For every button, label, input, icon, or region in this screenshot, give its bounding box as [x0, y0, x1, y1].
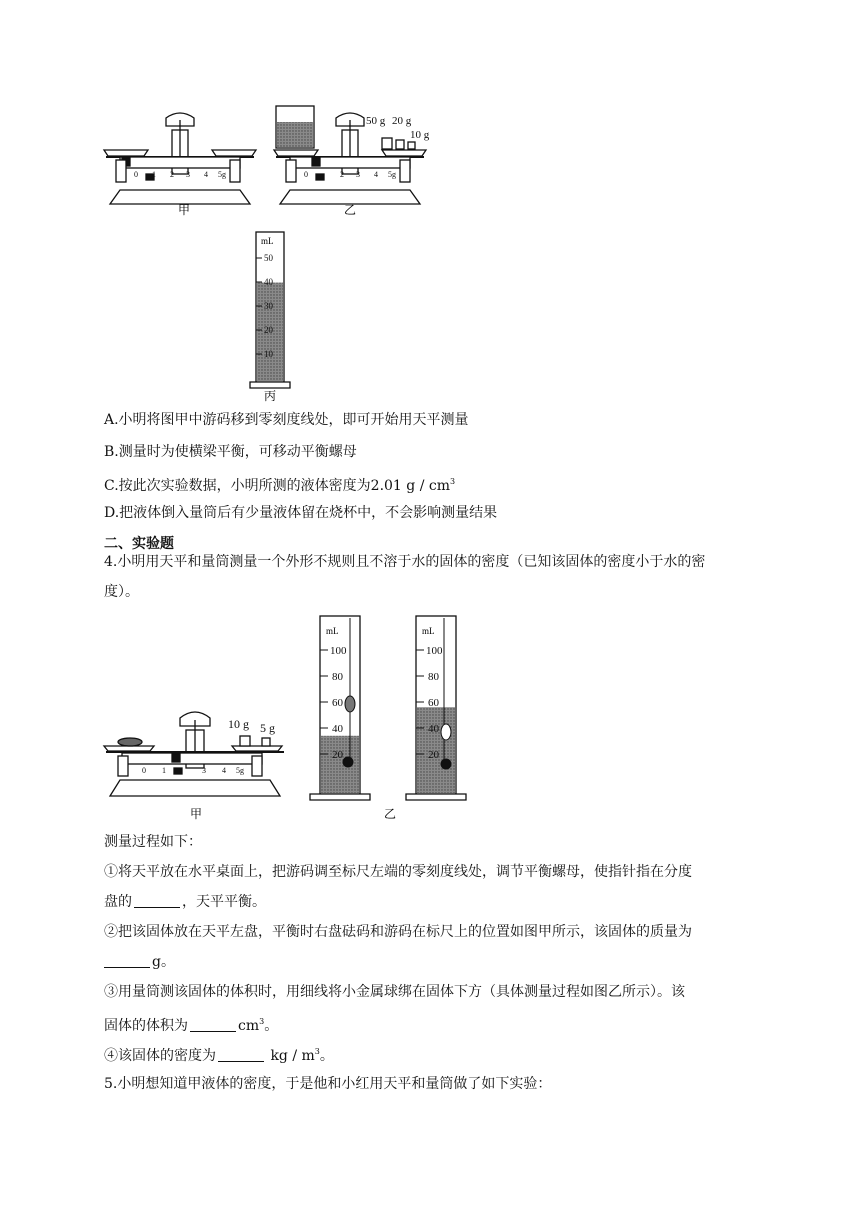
q4-label-jia: 甲: [190, 807, 203, 821]
option-c-value: 2.01: [370, 478, 402, 494]
scale-tick: 1: [152, 170, 156, 179]
q4-process-intro: 测量过程如下：: [104, 834, 202, 850]
cylinder-tick: 100: [426, 645, 443, 657]
q4-step2-b: [104, 952, 175, 972]
balance-figure-top: [100, 100, 480, 222]
q4-step3-b-pre: 固体的体积为: [104, 1018, 188, 1034]
q4-step4-pre: ④该固体的密度为: [104, 1048, 216, 1064]
scale-end: 5g: [236, 766, 244, 775]
q4-label-yi: 乙: [384, 807, 397, 821]
weight-label: 10 g: [410, 129, 430, 141]
cylinder-tick: 40: [428, 723, 439, 735]
scale-tick: 4: [204, 170, 208, 179]
cylinder-unit: mL: [326, 626, 339, 636]
section-heading: 二、实验题: [104, 536, 174, 552]
q4-stem-line1: 4.小明用天平和量筒测量一个外形不规则且不溶于水的固体的密度（已知该固体的密度小于水的密: [104, 554, 706, 570]
option-b: B.测量时为使横梁平衡，可移动平衡螺母: [104, 444, 357, 460]
q4-cylinders-figure: [306, 612, 476, 824]
scale-tick: 1: [162, 766, 166, 775]
option-c-unit: g / cm: [406, 478, 450, 494]
option-d: D.把液体倒入量筒后有少量液体留在烧杯中，不会影响测量结果: [104, 505, 498, 521]
scale-end: 5g: [218, 170, 226, 179]
answer-blank-2[interactable]: [104, 953, 150, 968]
balance-a: [104, 113, 256, 204]
label-bing: 丙: [264, 389, 277, 403]
q4-step4: [104, 1042, 334, 1066]
cylinder-tick: 50: [264, 253, 273, 263]
cylinder-tick: 20: [264, 325, 273, 335]
scale-tick: 0: [304, 170, 308, 179]
q4-step3-a: ③用量筒测该固体的体积时，用细线将小金属球绑在固体下方（具体测量过程如图乙所示）。该: [104, 984, 685, 1000]
q4-step3-b: [104, 1012, 278, 1036]
cylinder-figure-bing: [246, 228, 296, 404]
option-c: [104, 472, 455, 496]
cylinder-tick: 40: [332, 723, 343, 735]
cylinder-tick: 60: [332, 697, 343, 709]
option-c-unit-sup: 3: [450, 477, 456, 486]
scale-tick: 2: [170, 170, 174, 179]
q4-step2-a: ②把该固体放在天平左盘，平衡时右盘砝码和游码在标尺上的位置如图甲所示，该固体的质量为: [104, 924, 692, 940]
scale-tick: 4: [374, 170, 378, 179]
label-jia: 甲: [178, 203, 191, 217]
cylinder-tick: 40: [264, 277, 273, 287]
cylinder-tick: 10: [264, 349, 273, 359]
weight-label: 20 g: [392, 115, 412, 127]
q4-step3-b-post: 。: [264, 1018, 279, 1034]
q4-step1-a: ①将天平放在水平桌面上，把游码调至标尺左端的零刻度线处，调节平衡螺母，使指针指在分度: [104, 864, 692, 880]
q5-stem: 5.小明想知道甲液体的密度，于是他和小红用天平和量筒做了如下实验：: [104, 1076, 552, 1092]
cylinder-tick: 80: [428, 671, 439, 683]
scale-end: 5g: [388, 170, 396, 179]
scale-tick: 3: [202, 766, 206, 775]
q4-step4-sup: 3: [314, 1047, 320, 1056]
q4-step3-b-unit: cm: [238, 1018, 260, 1034]
weight-label: 10 g: [228, 717, 249, 731]
cylinder-tick: 60: [428, 697, 439, 709]
q4-step4-unit: kg / m: [270, 1048, 315, 1064]
q4-step1-b: [104, 892, 266, 912]
cylinder-tick: 20: [332, 749, 343, 761]
label-yi: 乙: [344, 203, 357, 217]
q4-step1-b-post: ，天平平衡。: [182, 894, 266, 910]
weight-label: 5 g: [260, 721, 275, 735]
answer-blank-4[interactable]: [218, 1047, 264, 1062]
option-c-text: C.按此次实验数据，小明所测的液体密度为: [104, 478, 371, 494]
cylinder-unit: mL: [261, 236, 274, 246]
scale-tick: 4: [222, 766, 226, 775]
scale-tick: 2: [340, 170, 344, 179]
q4-step1-b-pre: 盘的: [104, 894, 132, 910]
q4-step2-b-post: g。: [152, 954, 175, 970]
q4-stem-line2: 度）。: [104, 584, 139, 600]
cylinder-tick: 80: [332, 671, 343, 683]
scale-tick: 0: [142, 766, 146, 775]
cylinder-1-liquid: [321, 736, 359, 793]
cylinder-tick: 30: [264, 301, 273, 311]
scale-tick: 3: [356, 170, 360, 179]
weight-label: 50 g: [366, 115, 386, 127]
scale-tick: 0: [134, 170, 138, 179]
q4-balance-figure: [100, 704, 300, 824]
option-a: A.小明将图甲中游码移到零刻度线处，即可开始用天平测量: [104, 412, 469, 428]
q4-step4-post: 。: [319, 1048, 334, 1064]
scale-tick: 3: [186, 170, 190, 179]
answer-blank-3[interactable]: [190, 1017, 236, 1032]
answer-blank-1[interactable]: [134, 893, 180, 908]
cylinder-unit: mL: [422, 626, 435, 636]
cylinder-tick: 20: [428, 749, 439, 761]
cylinder-tick: 100: [330, 645, 347, 657]
weight-labels: [366, 115, 430, 141]
q4-step3-b-sup: 3: [259, 1017, 265, 1026]
